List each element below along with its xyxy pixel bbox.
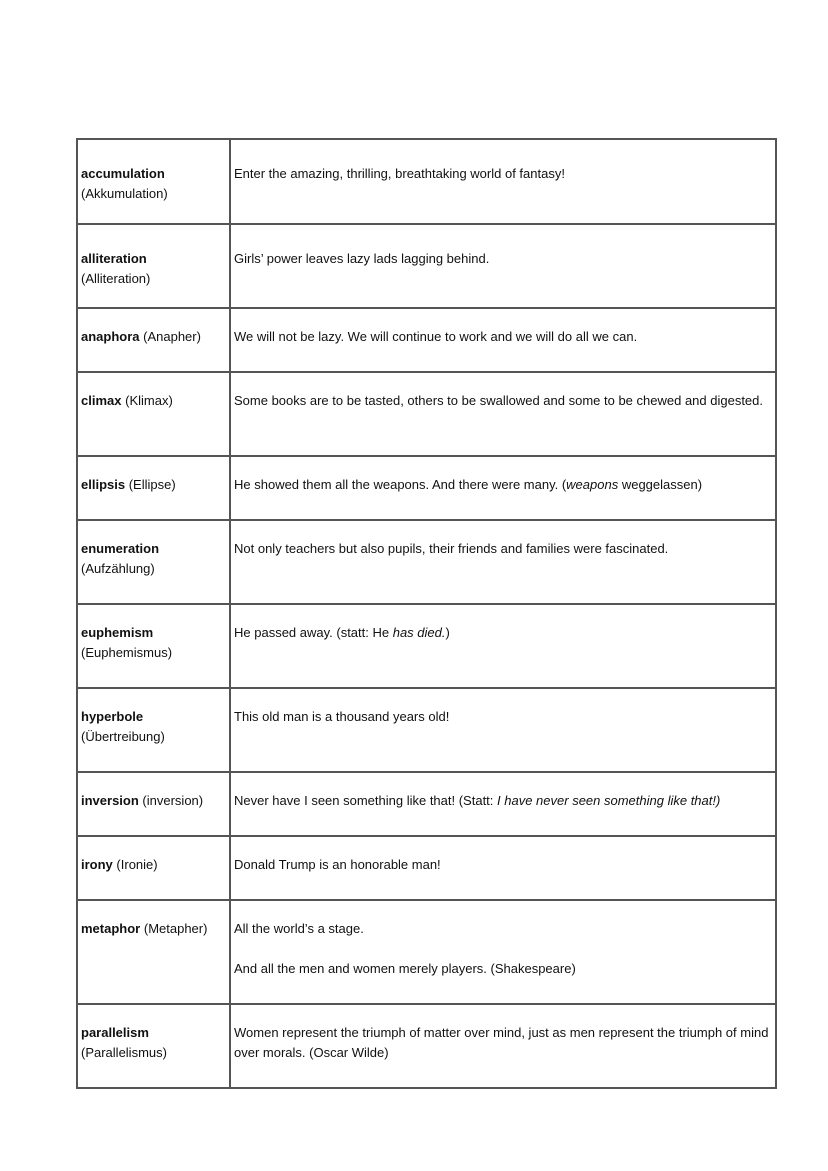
term-german: (Metapher) — [143, 921, 208, 936]
example-emphasis: I have never seen something like that!) — [497, 793, 721, 808]
term-cell — [77, 520, 230, 604]
term-name: parallelism — [81, 1025, 149, 1040]
term-german: (Akkumulation) — [81, 185, 168, 201]
term-name: accumulation — [81, 166, 165, 181]
term-name: anaphora — [81, 329, 140, 344]
table-row — [77, 224, 776, 308]
term-german: (Übertreibung) — [81, 728, 165, 744]
term-cell — [77, 456, 230, 520]
rhetorical-devices-sheet — [76, 138, 777, 1089]
example-text: Not only teachers but also pupils, their friends and families were fascinated. — [234, 541, 669, 556]
table-row — [77, 520, 776, 604]
term-cell — [77, 900, 230, 1004]
example-cell — [230, 772, 776, 836]
term-cell — [77, 139, 230, 224]
example-text: Some books are to be tasted, others to be swallowed and some to be chewed and digested. — [234, 393, 764, 408]
table-row — [77, 688, 776, 772]
table-row — [77, 456, 776, 520]
table-row — [77, 139, 776, 224]
example-text: This old man is a thousand years old! — [234, 709, 450, 724]
term-cell — [77, 604, 230, 688]
example-text: All the world’s a stage. — [234, 921, 364, 936]
example-emphasis: has died. — [392, 625, 446, 640]
term-name: metaphor — [81, 921, 141, 936]
example-cell — [230, 688, 776, 772]
term-name: alliteration — [81, 251, 147, 266]
example-cell — [230, 456, 776, 520]
example-emphasis: weapons — [566, 477, 619, 492]
example-cell — [230, 139, 776, 224]
table-row — [77, 900, 776, 1004]
example-text: Donald Trump is an honorable man! — [234, 857, 441, 872]
example-text: Never have I seen something like that! (Statt: — [234, 793, 498, 808]
term-german: (Ellipse) — [128, 477, 176, 492]
term-german: (Anapher) — [143, 329, 201, 344]
example-cell — [230, 900, 776, 1004]
term-german: (Alliteration) — [81, 270, 151, 286]
term-german: (Ironie) — [116, 857, 158, 872]
term-cell — [77, 772, 230, 836]
example-text: He showed them all the weapons. And there were many. ( — [234, 477, 567, 492]
example-text: Women represent the triumph of matter over mind, just as men represent the triumph of mind over morals. (Oscar Wilde) — [234, 1025, 769, 1060]
term-cell — [77, 372, 230, 456]
table-row — [77, 372, 776, 456]
term-name: ellipsis — [81, 477, 126, 492]
term-german: (Klimax) — [125, 393, 173, 408]
table-row — [77, 308, 776, 372]
term-cell — [77, 688, 230, 772]
table-row — [77, 1004, 776, 1088]
term-name: inversion — [81, 793, 139, 808]
table-row — [77, 772, 776, 836]
term-name: euphemism — [81, 625, 154, 640]
example-cell — [230, 836, 776, 900]
example-cell — [230, 224, 776, 308]
term-name: enumeration — [81, 541, 160, 556]
rhetorical-devices-table — [76, 138, 777, 1089]
example-cell — [230, 372, 776, 456]
example-text: He passed away. (statt: He — [234, 625, 393, 640]
term-german: (inversion) — [142, 793, 204, 808]
term-name: hyperbole — [81, 709, 144, 724]
example-cell — [230, 1004, 776, 1088]
term-cell — [77, 836, 230, 900]
term-cell — [77, 224, 230, 308]
term-cell — [77, 308, 230, 372]
term-german: (Parallelismus) — [81, 1044, 167, 1060]
example-cell — [230, 604, 776, 688]
term-cell — [77, 1004, 230, 1088]
example-text: weggelassen) — [618, 477, 703, 492]
example-text: ) — [445, 625, 450, 640]
table-row — [77, 836, 776, 900]
term-name: climax — [81, 393, 122, 408]
example-cell — [230, 308, 776, 372]
example-text: Enter the amazing, thrilling, breathtaking world of fantasy! — [234, 166, 565, 181]
example-text: And all the men and women merely players. (Shakespeare) — [234, 960, 576, 976]
term-name: irony — [81, 857, 113, 872]
example-text: Girls’ power leaves lazy lads lagging behind. — [234, 251, 490, 266]
table-row — [77, 604, 776, 688]
term-german: (Aufzählung) — [81, 560, 155, 576]
example-cell — [230, 520, 776, 604]
term-german: (Euphemismus) — [81, 644, 173, 660]
example-text: We will not be lazy. We will continue to work and we will do all we can. — [234, 329, 638, 344]
